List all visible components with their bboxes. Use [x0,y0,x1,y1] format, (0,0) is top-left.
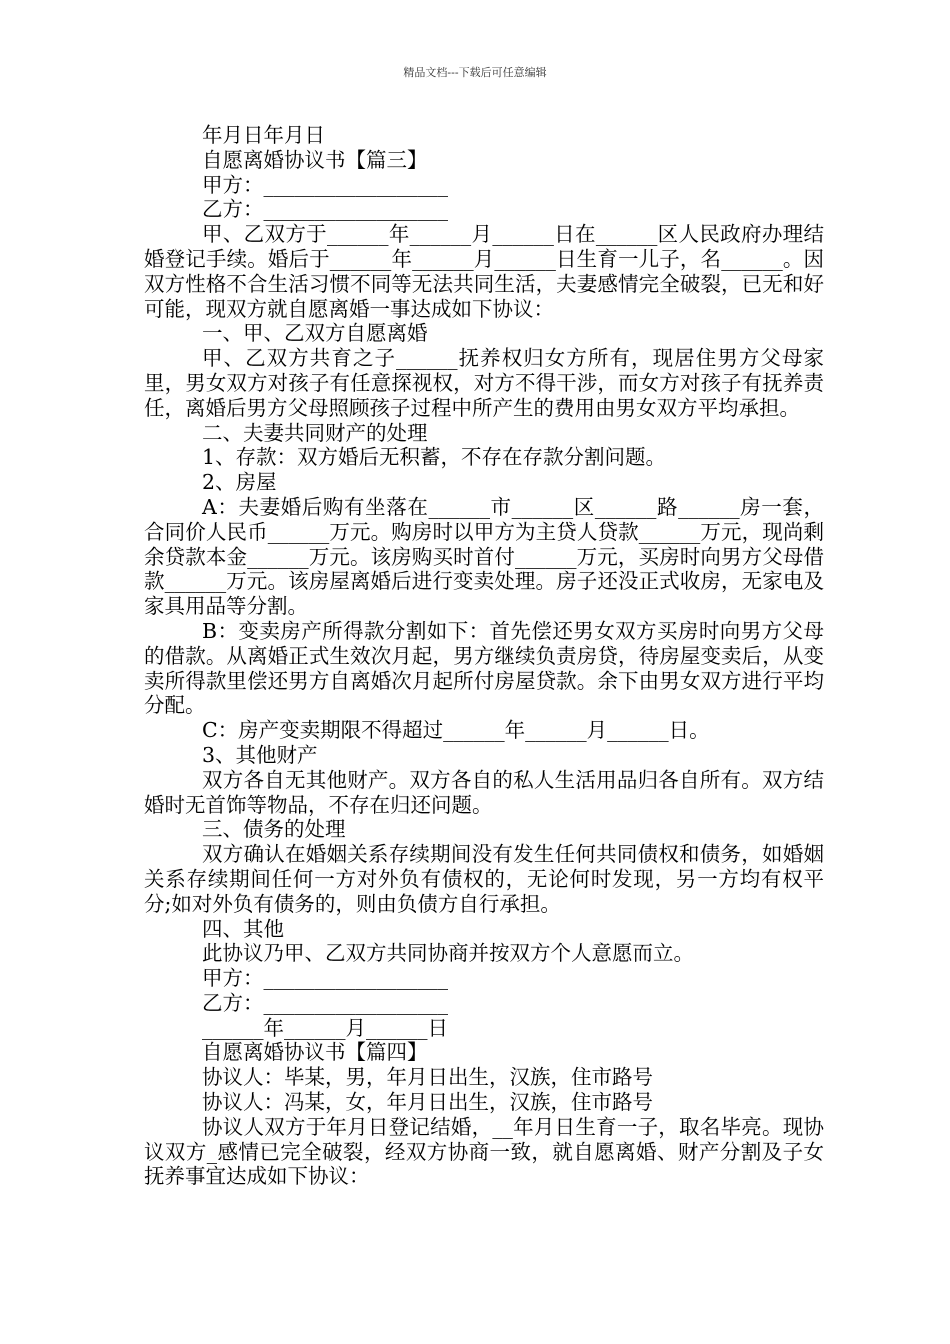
paragraph: 年月日年月日 [202,123,325,147]
paragraph: A：夫妻婚后购有坐落在______市______区______路______房一套，合同价人民币______万元。购房时以甲方为主贷人贷款______万元，现尚剩余贷款本金______万元。该房购买时首付______万元，买房时向男方父母借款______万元。该房屋离婚后进行变卖处理。房子还没正式收房，无家电及家具用品等分割。 [144,494,824,619]
paragraph: 协议人：毕某，男，年月日出生，汉族，住市路号 [202,1065,653,1090]
paragraph: 此协议乃甲、乙双方共同协商并按双方个人意愿而立。 [202,941,694,966]
paragraph: 1、存款：双方婚后无积蓄，不存在存款分割问题。 [202,445,667,470]
paragraph: ______年______月______日 [202,1015,448,1040]
paragraph: 乙方：__________________ [202,197,448,222]
paragraph: 2、房屋 [202,470,277,495]
paragraph: 协议人双方于年月日登记结婚，__年月日生育一子，取名毕亮。现协议双方_感情已完全破裂，经双方协商一致，就自愿离婚、财产分割及子女抚养事宜达成如下协议： [144,1114,824,1189]
paragraph: 3、其他财产 [202,742,318,767]
paragraph: 甲、乙双方于______年______月______日在______区人民政府办理结婚登记手续。婚后于______年______月______日生育一儿子，名______。因双方性格不合生活习惯不同等无法共同生活，夫妻感情完全破裂，已无和好可能，现双方就自愿离婚一事达成如下协议： [144,222,824,321]
paragraph: C：房产变卖期限不得超过______年______月______日。 [202,718,710,743]
paragraph: 双方各自无其他财产。双方各自的私人生活用品归各自所有。双方结婚时无首饰等物品，不存在归还问题。 [144,767,824,817]
paragraph: 二、夫妻共同财产的处理 [202,420,428,445]
paragraph: 双方确认在婚姻关系存续期间没有发生任何共同债权和债务，如婚姻关系存续期间任何一方对外负有债权的，无论何时发现，另一方均有权平分;如对外负有债务的，则由负债方自行承担。 [144,842,824,916]
paragraph: 四、其他 [202,916,284,941]
paragraph: 甲方：__________________ [202,966,448,991]
paragraph: 协议人：冯某，女，年月日出生，汉族，住市路号 [202,1090,653,1115]
paragraph: B：变卖房产所得款分割如下：首先偿还男女双方买房时向男方父母的借款。从离婚正式生效次月起，男方继续负责房贷，待房屋变卖后，从变卖所得款里偿还男方自离婚次月起所付房屋贷款。余下由男女双方进行平均分配。 [144,618,824,718]
paragraph: 乙方：__________________ [202,990,448,1015]
paragraph: 自愿离婚协议书【篇四】 [202,1040,428,1065]
page-header: 精品文档---下载后可任意编辑 [403,66,547,79]
paragraph: 甲方：__________________ [202,172,448,197]
paragraph: 一、甲、乙双方自愿离婚 [202,321,428,346]
document-body [144,123,824,1189]
paragraph: 甲、乙双方共育之子______抚养权归女方所有，现居住男方父母家里，男女双方对孩子有任意探视权，对方不得干涉，而女方对孩子有抚养责任，离婚后男方父母照顾孩子过程中所产生的费用由男女双方平均承担。 [144,346,824,420]
paragraph: 三、债务的处理 [202,817,346,842]
paragraph: 自愿离婚协议书【篇三】 [202,147,428,172]
